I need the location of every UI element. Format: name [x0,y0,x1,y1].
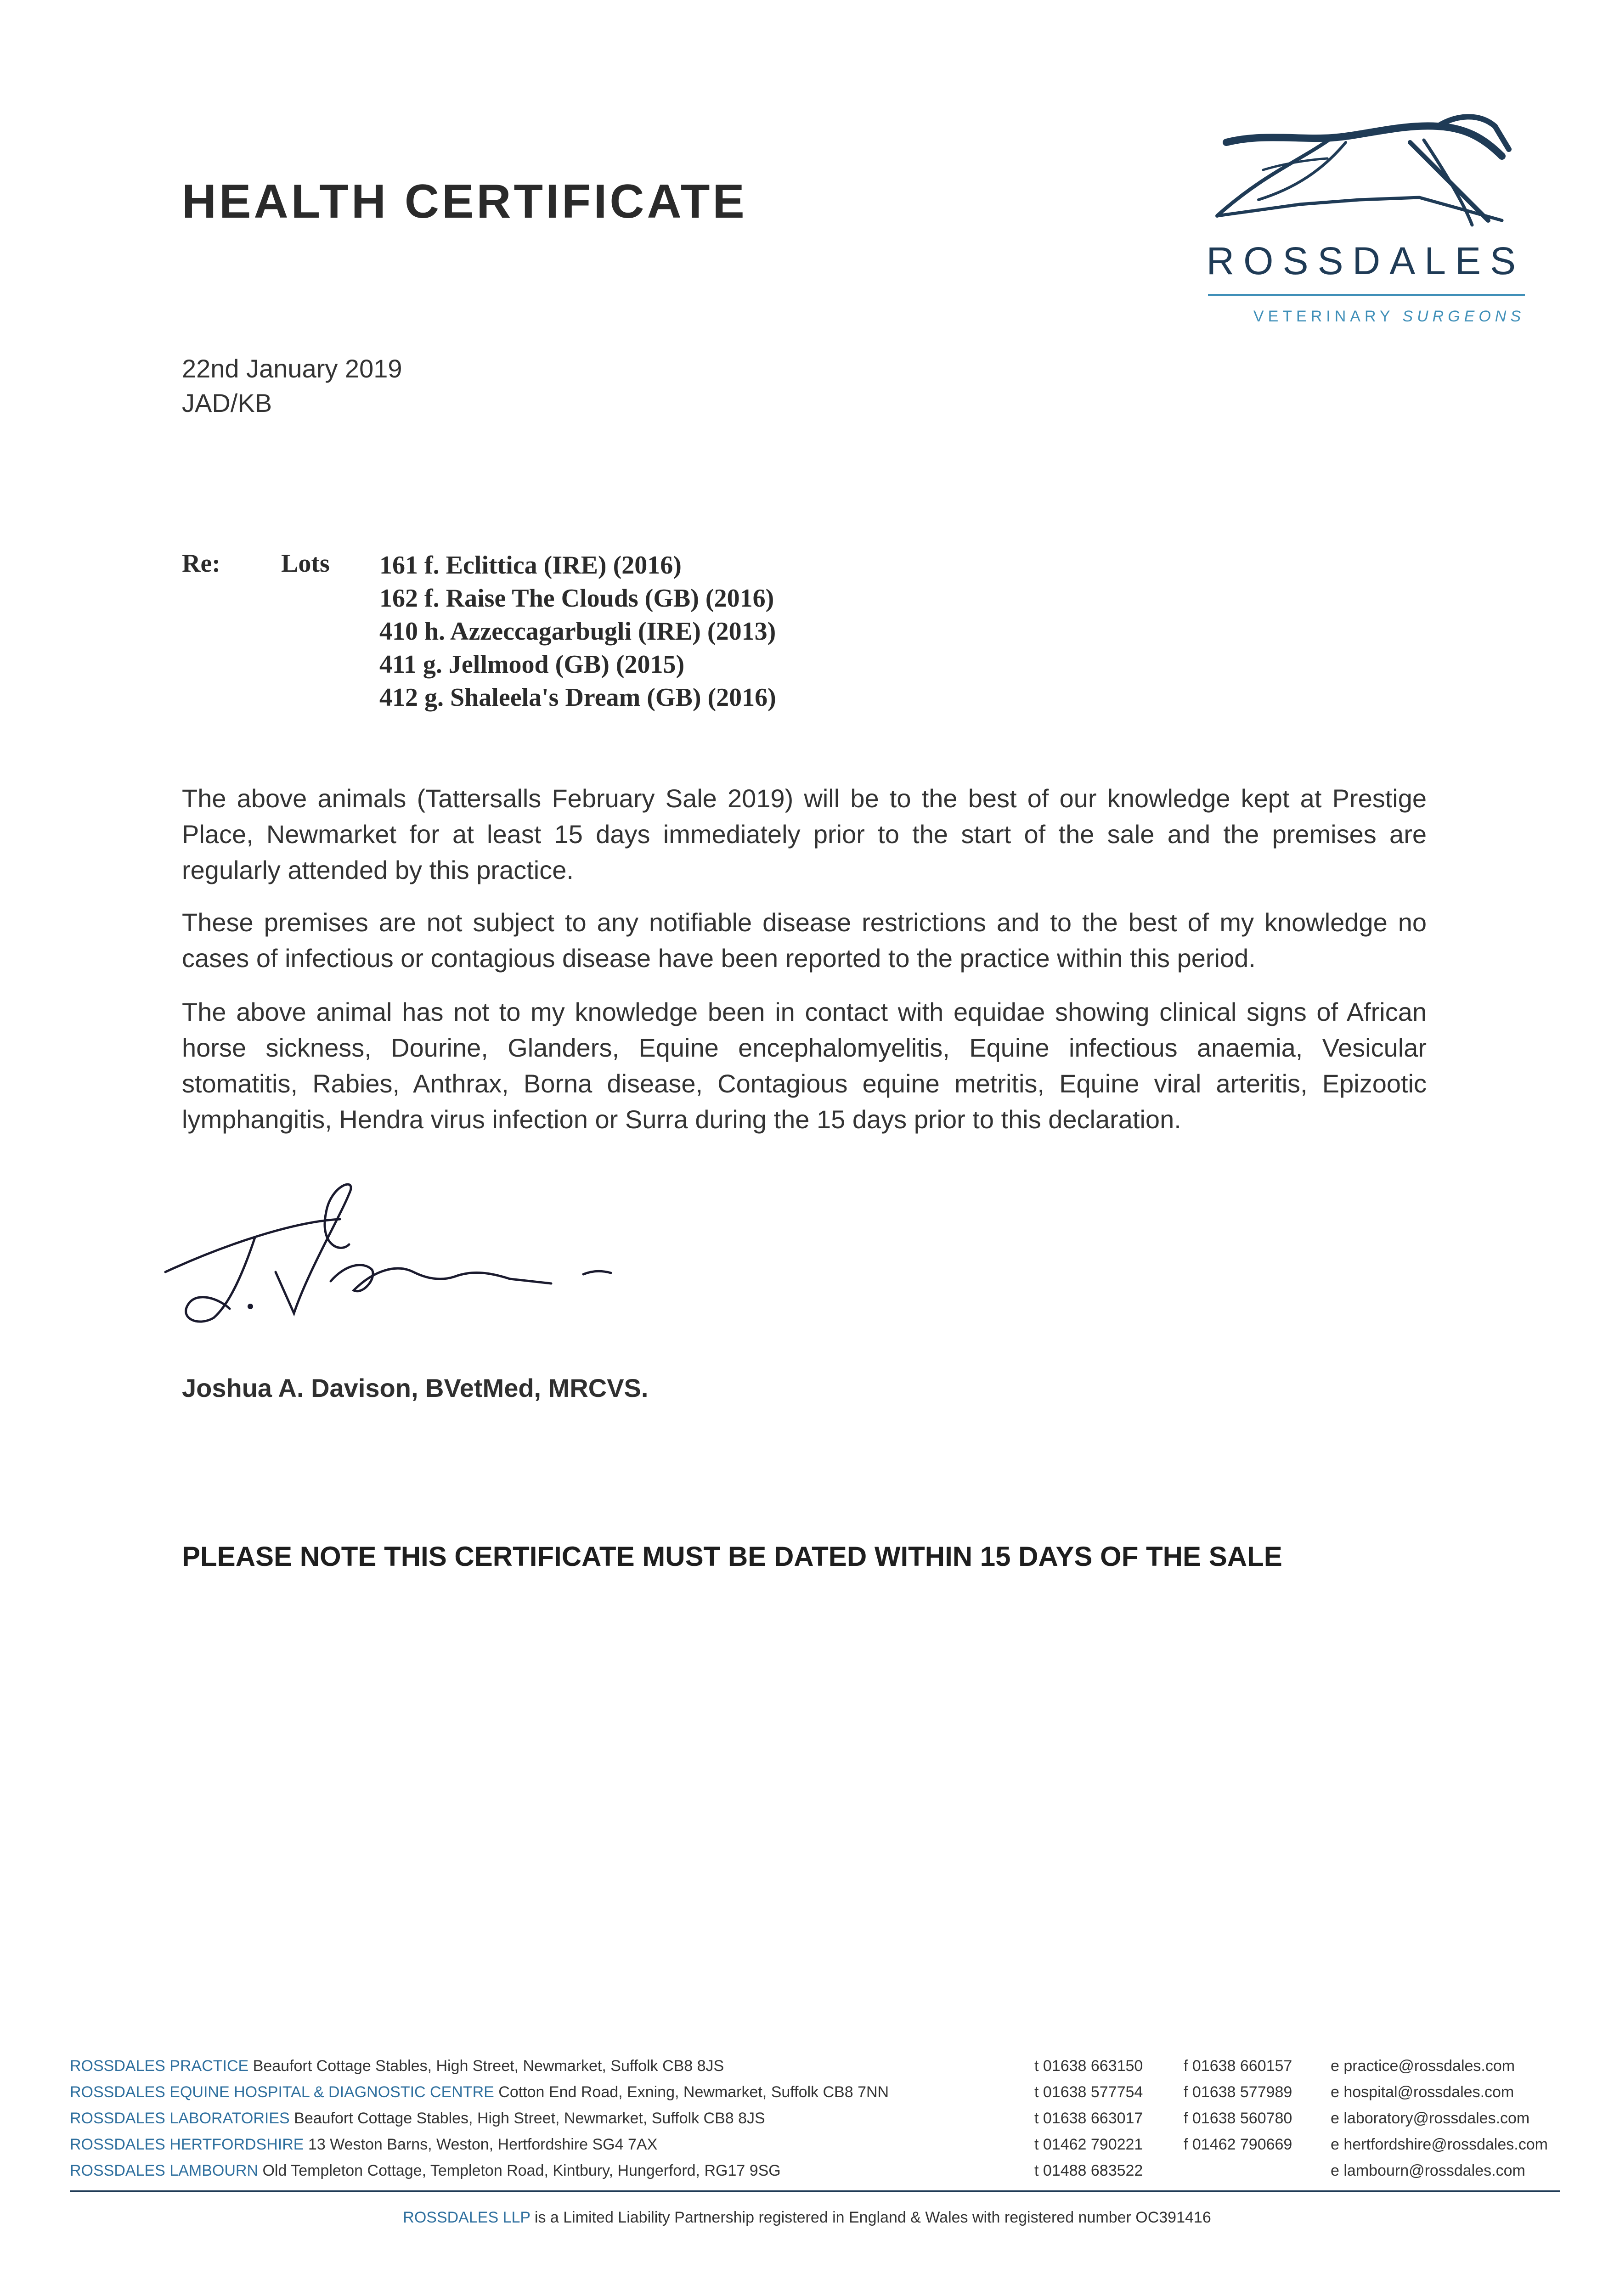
lot-item: 411 g. Jellmood (GB) (2015) [379,650,685,679]
letter-reference: JAD/KB [182,388,272,417]
footer-contacts [70,2057,1563,2188]
logo-subtitle-part1: VETERINARY [1253,308,1394,325]
footer-fax: f 01638 577989 [1184,2083,1292,2101]
footer-address: Old Templeton Cottage, Templeton Road, Kintbury, Hungerford, RG17 9SG [262,2162,781,2179]
footer-location-name: ROSSDALES LABORATORIES [70,2110,290,2127]
footer-fax: f 01462 790669 [1184,2136,1292,2153]
footer-address: Beaufort Cottage Stables, High Street, Newmarket, Suffolk CB8 8JS [253,2057,724,2075]
footer-phone: t 01638 663017 [1034,2110,1143,2127]
footer-email: e practice@rossdales.com [1331,2057,1515,2075]
footer-fax: f 01638 560780 [1184,2110,1292,2127]
signatory-name: Joshua A. Davison, BVetMed, MRCVS. [182,1373,649,1402]
logo-subtitle-part2: SURGEONS [1402,308,1525,325]
footer-address: Beaufort Cottage Stables, High Street, Newmarket, Suffolk CB8 8JS [294,2110,765,2127]
footer-location-name: ROSSDALES PRACTICE [70,2057,249,2075]
footer-email: e lambourn@rossdales.com [1331,2162,1525,2179]
footer-address: 13 Weston Barns, Weston, Hertfordshire SG4 7AX [308,2136,658,2153]
footer-legal-text: is a Limited Liability Partnership registered in England & Wales with registered number OC391416 [534,2209,1211,2226]
footer-legal [0,2209,1614,2227]
document-title: HEALTH CERTIFICATE [182,175,747,228]
footer-row [70,2162,1563,2188]
footer-row [70,2057,1563,2083]
footer-location-name: ROSSDALES LAMBOURN [70,2162,258,2179]
logo-divider [1208,294,1525,296]
footer-row [70,2136,1563,2162]
footer-email: e hertfordshire@rossdales.com [1331,2136,1548,2153]
lot-item: 410 h. Azzeccagarbugli (IRE) (2013) [379,617,776,646]
footer-phone: t 01462 790221 [1034,2136,1143,2153]
rossdales-logo [1190,106,1525,344]
logo-name: ROSSDALES [1206,239,1525,282]
body-paragraph: These premises are not subject to any notifiable disease restrictions and to the best of my knowledge no cases of infectious or contagious disease have been reported to the practice within this period. [182,908,1427,973]
footer-email: e laboratory@rossdales.com [1331,2110,1530,2127]
footer-location-name: ROSSDALES HERTFORDSHIRE [70,2136,304,2153]
footer-phone: t 01488 683522 [1034,2162,1143,2179]
footer-divider [70,2190,1560,2192]
footer-address: Cotton End Road, Exning, Newmarket, Suffolk CB8 7NN [498,2083,889,2101]
footer-phone: t 01638 663150 [1034,2057,1143,2075]
re-label: Re: [182,549,220,578]
footer-legal-name: ROSSDALES LLP [403,2209,530,2226]
footer-email: e hospital@rossdales.com [1331,2083,1514,2101]
footer-fax: f 01638 660157 [1184,2057,1292,2075]
footer-location-name: ROSSDALES EQUINE HOSPITAL & DIAGNOSTIC CENTRE [70,2083,494,2101]
footer-phone: t 01638 577754 [1034,2083,1143,2101]
footer-row [70,2110,1563,2136]
body-paragraph: The above animal has not to my knowledge been in contact with equidae showing clinical signs of African horse sickness, Dourine, Glanders, Equine encephalomyelitis, Equine infectious anaemia, Vesicular stomatitis, Rabies, Anthrax, Borna disease, Contagious equine metritis, Equine viral arteritis, Epizootic lymphangitis, Hendra virus infection or Surra during the 15 days prior to this declaration. [182,997,1427,1134]
lots-label: Lots [281,549,330,578]
footer-row [70,2083,1563,2110]
body-paragraph: The above animals (Tattersalls February Sale 2019) will be to the best of our knowledge kept at Prestige Place, Newmarket for at least 15 days immediately prior to the start of the sale and the premises are regularly attended by this practice. [182,784,1427,884]
handwritten-signature [156,1166,643,1359]
galloping-horse-icon [1208,106,1520,239]
letter-date: 22nd January 2019 [182,354,402,383]
lot-item: 162 f. Raise The Clouds (GB) (2016) [379,584,774,613]
lot-item: 161 f. Eclittica (IRE) (2016) [379,551,682,580]
certificate-note: PLEASE NOTE THIS CERTIFICATE MUST BE DATED WITHIN 15 DAYS OF THE SALE [182,1541,1282,1572]
logo-subtitle [1208,308,1525,326]
lot-item: 412 g. Shaleela's Dream (GB) (2016) [379,683,776,712]
lots-list [379,549,776,714]
